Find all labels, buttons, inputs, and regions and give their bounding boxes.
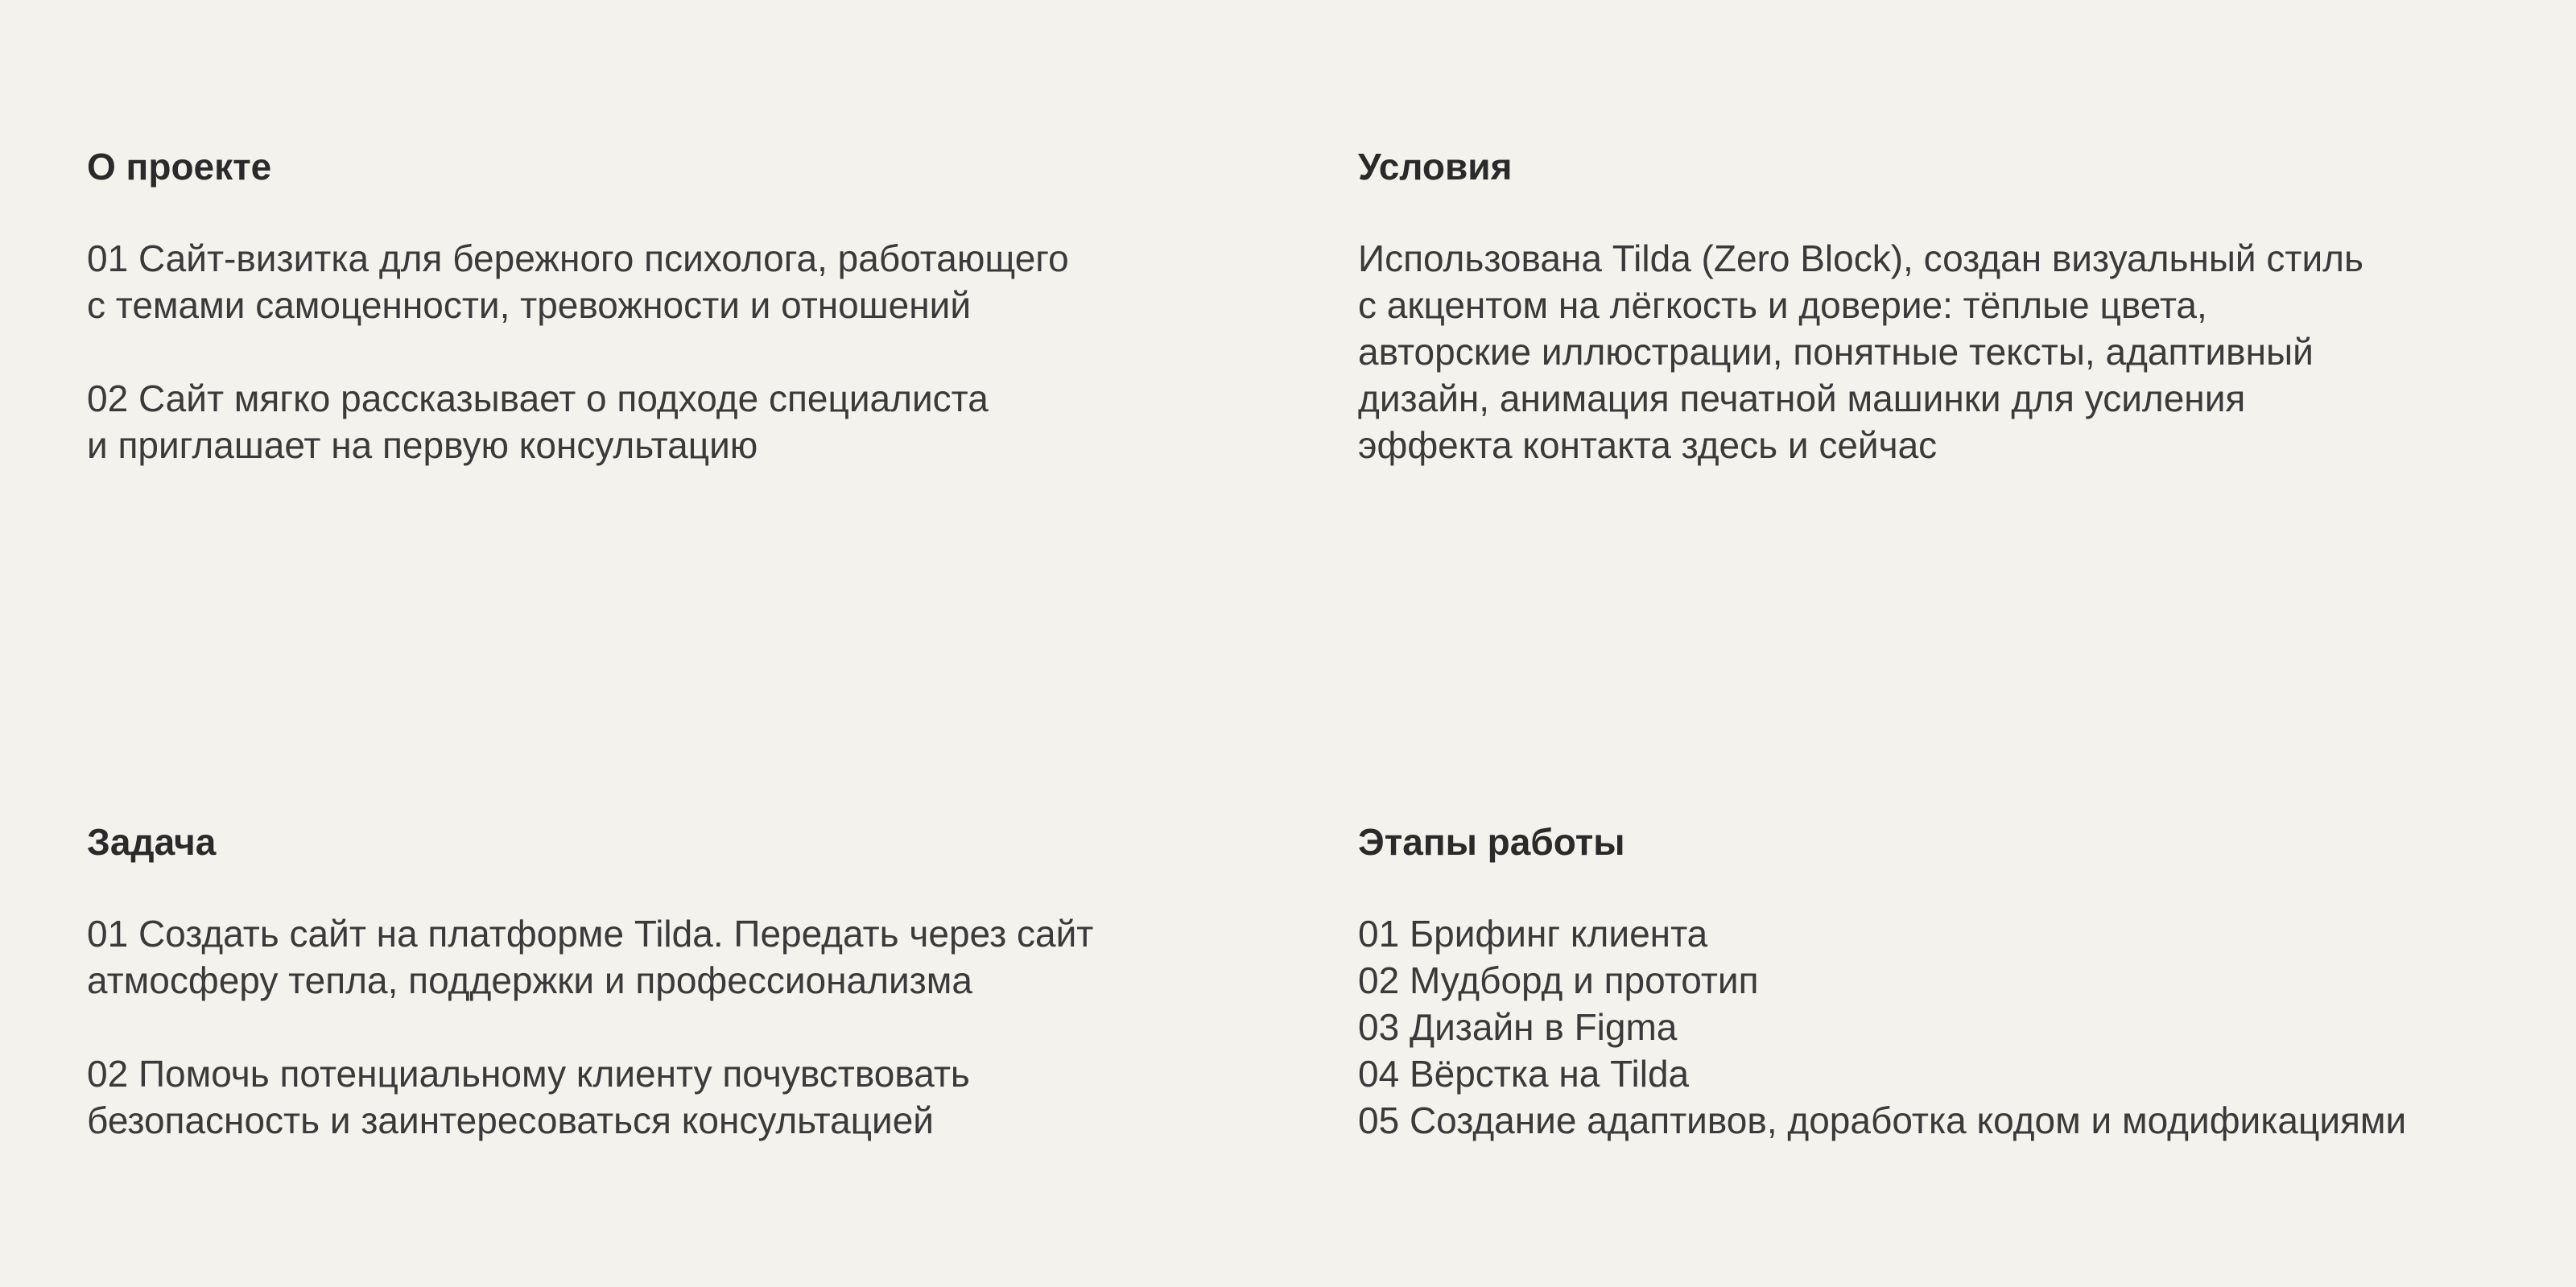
stage-item-2: 02 Мудборд и прототип bbox=[1358, 959, 1759, 1001]
stage-item-4: 04 Вёрстка на Tilda bbox=[1358, 1053, 1690, 1095]
stages-section bbox=[1358, 819, 2549, 1144]
conditions-text: Использована Tilda (Zero Block), создан визуальный стиль с акцентом на лёгкость и доверие: тёплые цвета, авторские иллюстрации, понятные тексты, адаптивный дизайн, анимация печатной машинки для усиления эффекта контакта здесь и сейчас bbox=[1358, 237, 2363, 466]
stage-item-5: 05 Создание адаптивов, доработка кодом и модификациями bbox=[1358, 1099, 2407, 1141]
stage-item-3: 03 Дизайн в Figma bbox=[1358, 1006, 1678, 1048]
task-item-1: 01 Создать сайт на платформе Tilda. Передать через сайт атмосферу тепла, поддержки и профессионализма bbox=[87, 913, 1094, 1001]
task-item-2: 02 Помочь потенциальному клиенту почувствовать безопасность и заинтересоваться консультацией bbox=[87, 1053, 970, 1141]
stages-list bbox=[1358, 910, 2549, 1144]
task-heading: Задача bbox=[87, 821, 217, 863]
task-section bbox=[87, 819, 1278, 1190]
stages-heading: Этапы работы bbox=[1358, 821, 1625, 863]
about-heading: О проекте bbox=[87, 146, 272, 188]
about-item-2: 02 Сайт мягко рассказывает о подходе специалиста и приглашает на первую консультацию bbox=[87, 377, 989, 466]
stage-item-1: 01 Брифинг клиента bbox=[1358, 913, 1708, 955]
about-item-1: 01 Сайт-визитка для бережного психолога, работающего с темами самоценности, тревожности и отношений bbox=[87, 237, 1069, 326]
conditions-heading: Условия bbox=[1358, 146, 1513, 188]
about-section bbox=[87, 143, 1278, 515]
conditions-section bbox=[1358, 143, 2549, 515]
